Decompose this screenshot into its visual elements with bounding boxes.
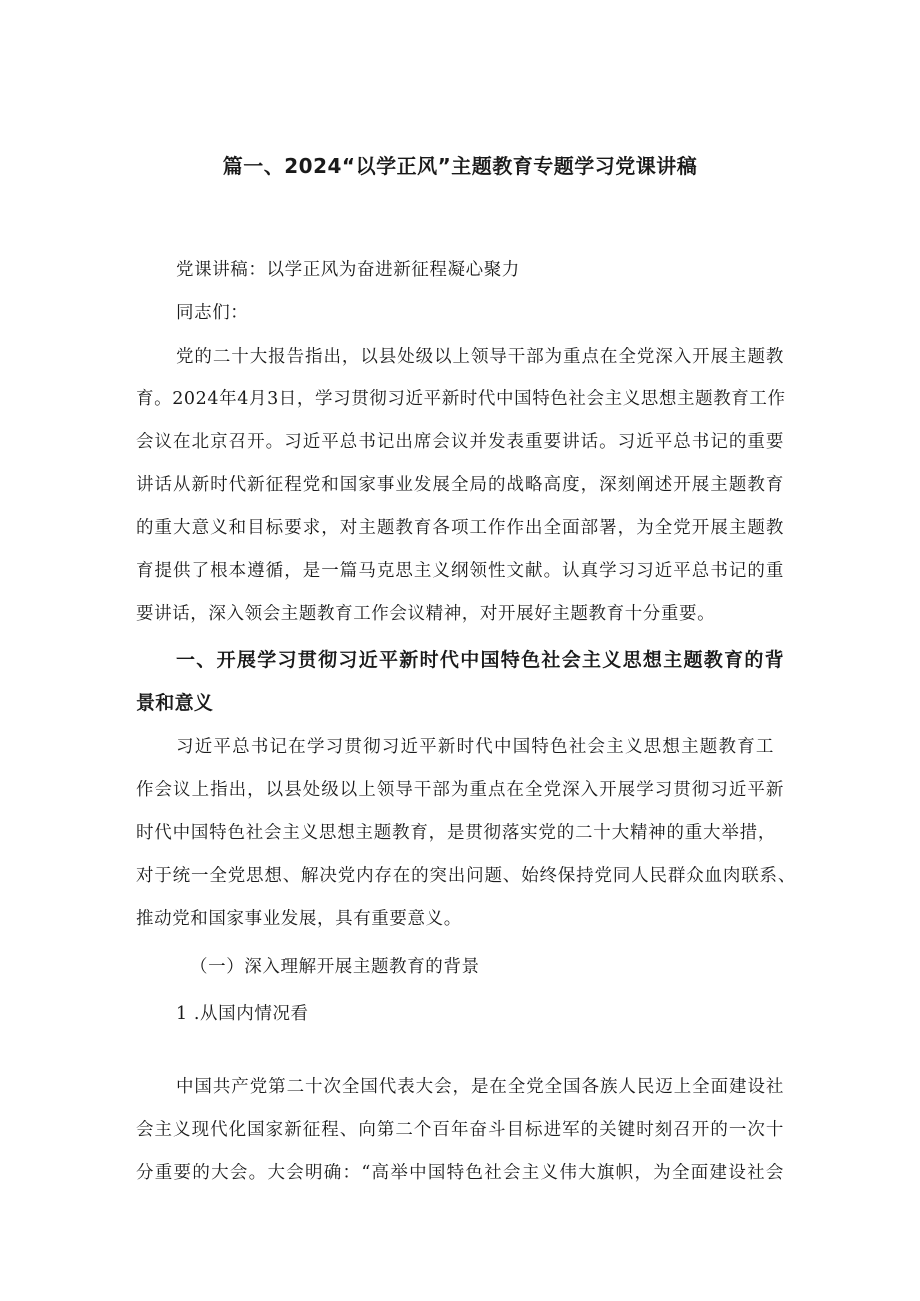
subheading: （一）深入理解开展主题教育的背景 [190, 957, 480, 977]
paragraph-line: 育。2024年4月3日，学习贯彻习近平新时代中国特色社会主义思想主题教育工作 [136, 389, 786, 409]
paragraph-line: 推动党和国家事业发展，具有重要意义。 [136, 909, 462, 929]
section-heading: 景和意义 [136, 692, 214, 714]
paragraph-line: 会议在北京召开。习近平总书记出席会议并发表重要讲话。习近平总书记的重要 [136, 432, 784, 452]
section-heading: 一、开展学习贯彻习近平新时代中国特色社会主义思想主题教育的背 [176, 649, 784, 671]
paragraph-line: 党的二十大报告指出，以县处级以上领导干部为重点在全党深入开展主题教 [176, 347, 784, 367]
paragraph-line: 分重要的大会。大会明确：“高举中国特色社会主义伟大旗帜，为全面建设社会 [136, 1163, 784, 1183]
paragraph-line: 会主义现代化国家新征程、向第二个百年奋斗目标进军的关键时刻召开的一次十 [136, 1120, 784, 1140]
paragraph-line: 作会议上指出，以县处级以上领导干部为重点在全党深入开展学习贯彻习近平新 [136, 780, 784, 800]
item-heading: 1 .从国内情况看 [176, 1004, 309, 1024]
paragraph-line: 育提供了根本遵循，是一篇马克思主义纲领性文献。认真学习习近平总书记的重 [136, 561, 784, 581]
paragraph-line: 中国共产党第二十次全国代表大会，是在全党全国各族人民迈上全面建设社 [176, 1077, 784, 1097]
paragraph-line: 要讲话，深入领会主题教育工作会议精神，对开展好主题教育十分重要。 [136, 604, 716, 624]
paragraph-line: 习近平总书记在学习贯彻习近平新时代中国特色社会主义思想主题教育工 [176, 737, 774, 757]
paragraph-line: 时代中国特色社会主义思想主题教育，是贯彻落实党的二十大精神的重大举措， [136, 823, 776, 843]
document-title: 篇一、2024“以学正风”主题教育专题学习党课讲稿 [222, 154, 698, 178]
paragraph-line: 对于统一全党思想、解决党内存在的突出问题、始终保持党同人民群众血肉联系、 [136, 866, 796, 886]
greeting: 同志们： [176, 303, 249, 323]
paragraph-line: 的重大意义和目标要求，对主题教育各项工作作出全面部署，为全党开展主题教 [136, 518, 784, 538]
subtitle-line: 党课讲稿：以学正风为奋进新征程凝心聚力 [176, 260, 520, 280]
paragraph-line: 讲话从新时代新征程党和国家事业发展全局的战略高度，深刻阐述开展主题教育 [136, 475, 784, 495]
